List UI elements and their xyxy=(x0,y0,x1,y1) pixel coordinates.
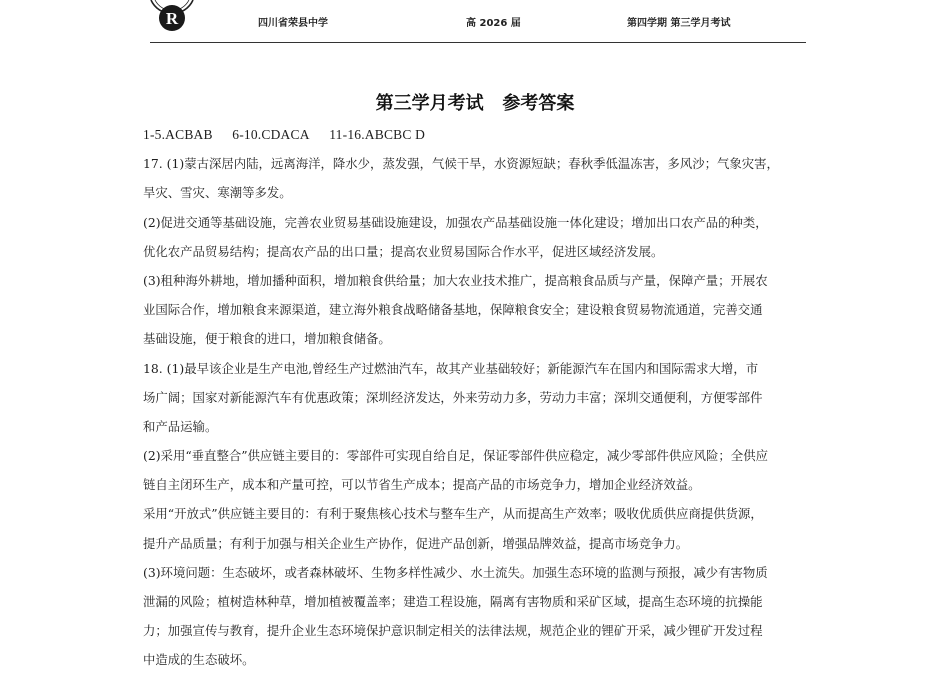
answer-line: 力；加强宣传与教育，提升企业生态环境保护意识制定相关的法律法规，规范企业的锂矿开采，减少锂矿开发过程 xyxy=(143,623,763,639)
answer-line: 中造成的生态破坏。 xyxy=(143,652,255,668)
answer-line: 泄漏的风险；植树造林种草，增加植被覆盖率；建造工程设施，隔离有害物质和采矿区域，提高生态环境的抗操能 xyxy=(143,594,763,609)
answer-content xyxy=(143,120,809,675)
answer-line: 场广阔；国家对新能源汽车有优惠政策；深圳经济发达，外来劳动力多，劳动力丰富；深圳交通便利，方便零部件 xyxy=(143,389,763,405)
answer-line: 和产品运输。 xyxy=(143,418,218,434)
mc-answer-group: 11-16.ABCBC D xyxy=(329,127,426,142)
answer-line: 基础设施，便于粮食的进口，增加粮食储备。 xyxy=(143,331,391,347)
answer-line: 链自主闭环生产，成本和产量可控，可以节省生产成本；提高产品的市场竞争力，增加企业经济效益。 xyxy=(143,477,701,493)
answer-line: 业国际合作，增加粮食来源渠道，建立海外粮食战略储备基地，保障粮食安全；建设粮食贸易物流通道，完善交通 xyxy=(143,302,763,318)
answer-line: (2)采用“垂直整合”供应链主要目的：零部件可实现自给自足，保证零部件供应稳定，减少零部件供应风险；全供应 xyxy=(143,448,768,464)
answer-line: (3)租种海外耕地，增加播种面积，增加粮食供给量；加大农业技术推广，提高粮食品质与产量，保障产量；开展农 xyxy=(143,272,768,288)
answer-lines xyxy=(143,149,809,674)
header-school-name: 四川省荣县中学 xyxy=(258,18,328,29)
mc-answer-group: 1-5.ACBAB xyxy=(143,127,213,142)
answer-line: (3)环境问题：生态破坏，或者森林破坏、生物多样性减少、水土流失。加强生态环境的监测与预报，减少有害物质 xyxy=(143,564,768,580)
answer-line: 旱灾、雪灾、寒潮等多发。 xyxy=(143,185,292,201)
header-exam-name: 第四学期 第三学月考试 xyxy=(627,18,731,29)
answer-line: 采用“开放式”供应链主要目的：有利于聚焦核心技术与整车生产，从而提高生产效率；吸收优质供应商提供货源， xyxy=(143,506,763,522)
header-grade: 高 2026 届 xyxy=(466,18,521,29)
answer-line: 提升产品质量；有利于加强与相关企业生产协作，促进产品创新，增强品牌效益，提高市场竞争力。 xyxy=(143,535,689,551)
answer-line: (2)促进交通等基础设施，完善农业贸易基础设施建设，加强农产品基础设施一体化建设；增加出口农产品的种类， xyxy=(143,214,768,230)
answer-line: 17. (1)蒙古深居内陆，远离海洋，降水少，蒸发强，气候干旱，水资源短缺；春秋季低温冻害，多风沙；气象灾害， xyxy=(143,156,779,172)
header-divider xyxy=(150,42,806,43)
school-logo xyxy=(147,0,197,43)
answer-line: 优化农产品贸易结构；提高农产品的出口量；提高农业贸易国际合作水平，促进区域经济发展。 xyxy=(143,243,664,259)
multiple-choice-answers xyxy=(143,120,809,149)
mc-answer-group: 6-10.CDACA xyxy=(232,127,310,142)
logo-letter: R xyxy=(165,9,179,28)
page-title: 第三学月考试 参考答案 xyxy=(375,93,575,114)
answer-line: 18. (1)最早该企业是生产电池,曾经生产过燃油汽车，故其产业基础较好；新能源汽车在国内和国际需求大增，市 xyxy=(143,360,759,376)
